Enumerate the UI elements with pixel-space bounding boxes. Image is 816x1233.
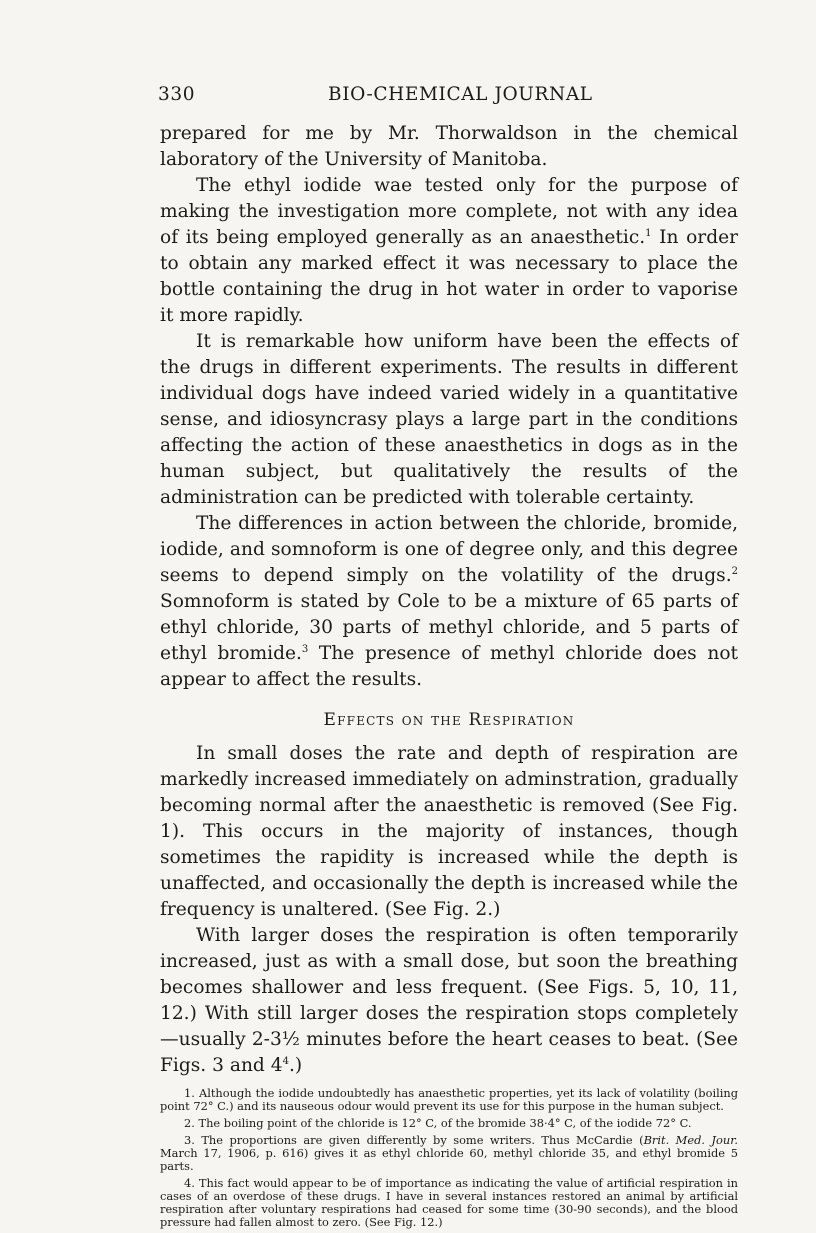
running-head: BIO-CHEMICAL JOURNAL xyxy=(328,84,593,105)
text-run: This fact would appear to be of importance as indicating the value of artificial respiration in cases of an overdose of these drugs. I have in several instances restored an animal by artificial respiration after voluntary respirations had ceased for some time (30-90 seconds), and the blood pressure had fallen almost to zero. (See Fig. 12.) xyxy=(160,1176,738,1229)
text-run: prepared for me by Mr. Thorwaldson in the chemical laboratory of the University of Manitoba. xyxy=(160,123,738,170)
text-run: In order to obtain any marked effect it was necessary to place the bottle containing the drug in hot water in order to vaporise it more rapidly. xyxy=(160,227,738,326)
footnote xyxy=(160,1134,738,1173)
text-run: The differences in action between the chloride, bromide, iodide, and somnoform is one of degree only, and this degree seems to depend simply on the volatility of the drugs. xyxy=(160,513,738,586)
text-run: The presence of methyl chloride does not appear to affect the results. xyxy=(160,643,738,690)
text-run: March 17, 1906, p. 616) gives it as ethyl chloride 60, methyl chloride 35, and ethyl bromide 5 parts. xyxy=(160,1146,738,1173)
italic-citation: Brit. Med. Jour. xyxy=(643,1133,739,1147)
footnote-number: 4. xyxy=(184,1176,195,1190)
footnote xyxy=(160,1177,738,1229)
section-heading xyxy=(160,707,738,733)
page-number: 330 xyxy=(158,84,196,105)
paragraph xyxy=(160,121,738,173)
paragraph xyxy=(160,923,738,1079)
text-run: The ethyl iodide wae tested only for the purpose of making the investigation more complete, not with any idea of its being employed generally as an anaesthetic. xyxy=(160,175,738,248)
footnote-number: 3. xyxy=(184,1133,195,1147)
paragraph xyxy=(160,511,738,693)
paragraph xyxy=(160,173,738,329)
text-run: It is remarkable how uniform have been the effects of the drugs in different experiments. The results in different individual dogs have indeed varied widely in a quantitative sense, and idiosyncrasy plays a large part in the conditions affecting the action of these anaesthetics in dogs as in the human subject, but qualitatively the results of the administration can be predicted with tolerable certainty. xyxy=(160,331,738,508)
text-run: Somnoform is stated by Cole to be a mixture of 65 parts of ethyl chloride, 30 parts of methyl chloride, and 5 parts of ethyl bromide. xyxy=(160,591,738,664)
footnotes xyxy=(160,1087,738,1229)
footnote-reference: 1 xyxy=(645,228,652,239)
footnote-reference: 2 xyxy=(731,566,738,577)
paragraph xyxy=(160,329,738,511)
footnote-reference: 3 xyxy=(301,644,309,655)
paragraph xyxy=(160,741,738,923)
footnote-number: 1. xyxy=(184,1086,195,1100)
footnote xyxy=(160,1117,738,1130)
text-run: Although the iodide undoubtedly has anaesthetic properties, yet its lack of volatility (boiling point 72° C.) and its nauseous odour would prevent its use for this purpose in the human subject. xyxy=(160,1086,739,1113)
text-run: With larger doses the respiration is often temporarily increased, just as with a small dose, but soon the breathing becomes shallower and less frequent. (See Figs. 5, 10, 11, 12.) With still larger doses the respiration stops completely—usually 2-3½ minutes before the heart ceases to beat. (See Figs. 3 and 4 xyxy=(160,925,738,1076)
body-text xyxy=(160,121,738,1079)
page-header xyxy=(160,82,738,112)
footnote xyxy=(160,1087,738,1113)
text-run: The boiling point of the chloride is 12° C, of the bromide 38·4° C, of the iodide 72° C. xyxy=(198,1116,692,1130)
text-run: .) xyxy=(288,1055,303,1076)
footnote-reference: 4 xyxy=(282,1056,289,1067)
text-run: Effects on the Respiration xyxy=(323,710,575,730)
text-run: The proportions are given differently by some writers. Thus McCardie ( xyxy=(201,1133,644,1147)
text-run: In small doses the rate and depth of respiration are markedly increased immediately on adminstration, gradually becoming normal after the anaesthetic is removed (See Fig. 1). This occurs in the majority of instances, though sometimes the rapidity is increased while the depth is unaffected, and occasionally the depth is increased while the frequency is unaltered. (See Fig. 2.) xyxy=(160,743,738,920)
journal-page xyxy=(160,82,738,1233)
footnote-number: 2. xyxy=(184,1116,195,1130)
